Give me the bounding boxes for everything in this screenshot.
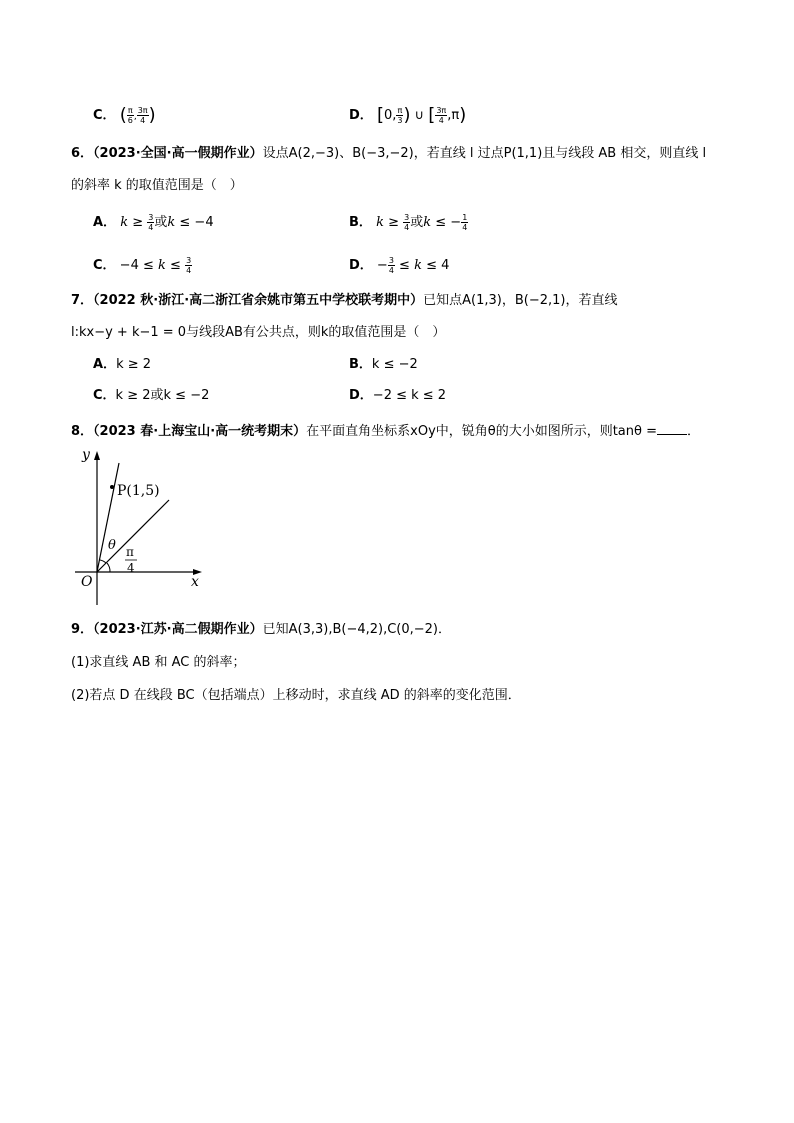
q6-stem-line1 bbox=[71, 145, 706, 163]
point-p bbox=[110, 485, 114, 489]
question-number: 8． bbox=[71, 424, 94, 439]
q6-option-a: A． k ≥ $\frac{3}{4}$ 或k ≤ −4 bbox=[93, 213, 214, 232]
q7-stem-line2: l:kx−y + k−1 = 0与线段AB有公共点，则k的取值范围是（ ） bbox=[71, 325, 446, 340]
q7-option-b bbox=[349, 356, 418, 374]
question-source: （2023·全国·高一假期作业） bbox=[93, 146, 263, 161]
q5-option-c: C． ( $\frac{\pi}{6}$ , $\frac{3\pi}{4}$ ) bbox=[93, 104, 156, 126]
option-text: k ≥ 2或k ≤ −2 bbox=[115, 388, 210, 403]
q7-option-c bbox=[93, 387, 209, 405]
option-label: B． bbox=[349, 215, 372, 230]
q6-option-d: D． − $\frac{3}{4}$ ≤ k ≤ 4 bbox=[349, 256, 450, 275]
q5-option-d: D． [0, $\frac{\pi}{3}$ ) ∪ [ $\frac{3\pi}{4}$ ,π) bbox=[349, 104, 467, 126]
angle-arc-pi4 bbox=[107, 563, 110, 572]
question-number: 7． bbox=[71, 293, 94, 308]
question-source: （2022 秋·浙江·高二浙江省余姚市第五中学校联考期中） bbox=[93, 293, 424, 308]
question-text: 设点A(2,−3)、B(−3,−2)，若直线 l 过点P(1,1)且与线段 AB 相交，则直线 l bbox=[262, 146, 707, 161]
question-number: 6． bbox=[71, 146, 94, 161]
option-label: C． bbox=[93, 258, 116, 273]
question-text: 在平面直角坐标系xOy中，锐角θ的大小如图所示，则tanθ = bbox=[306, 424, 657, 439]
q9-part2: (2)若点 D 在线段 BC（包括端点）上移动时，求直线 AD 的斜率的变化范围． bbox=[71, 688, 521, 703]
q9-part1: (1)求直线 AB 和 AC 的斜率； bbox=[71, 655, 246, 670]
q7-option-a bbox=[93, 356, 151, 374]
option-text: k ≥ 2 bbox=[116, 357, 152, 372]
q8-stem: 8．（2023 春·上海宝山·高一统考期末）在平面直角坐标系xOy中，锐角θ的大小如图所示，则tanθ = ． bbox=[71, 424, 701, 439]
question-source: （2023·江苏·高二假期作业） bbox=[93, 622, 263, 637]
question-text: 已知A(3,3),B(−4,2),C(0,−2)． bbox=[262, 622, 452, 637]
x-label: x bbox=[191, 574, 199, 590]
option-text: k ≤ −2 bbox=[371, 357, 418, 372]
q7-stem-line1 bbox=[71, 292, 617, 310]
q7-option-d bbox=[349, 387, 446, 405]
option-label: D． bbox=[349, 108, 373, 123]
theta-label: θ bbox=[108, 538, 116, 553]
q6-option-b: B． k ≥ $\frac{3}{4}$ 或k ≤ − $\frac{1}{4}$ bbox=[349, 213, 468, 232]
angle-arc-theta bbox=[100, 560, 106, 563]
ray-op bbox=[97, 463, 119, 572]
q9-stem bbox=[71, 621, 451, 639]
option-text: −2 ≤ k ≤ 2 bbox=[372, 388, 447, 403]
option-label: C． bbox=[93, 108, 116, 123]
question-number: 9． bbox=[71, 622, 94, 637]
option-label: C． bbox=[93, 388, 116, 403]
point-label: P(1,5) bbox=[117, 483, 160, 499]
answer-blank bbox=[657, 422, 687, 435]
q6-option-c: C． −4 ≤ k ≤ $\frac{3}{4}$ bbox=[93, 256, 192, 275]
option-label: A． bbox=[93, 215, 117, 230]
q6-stem-line2: 的斜率 k 的取值范围是（ ） bbox=[71, 178, 243, 193]
q8-figure bbox=[70, 448, 210, 608]
origin-label: O bbox=[81, 574, 93, 590]
option-label: B． bbox=[349, 357, 372, 372]
option-label: D． bbox=[349, 388, 373, 403]
question-source: （2023 春·上海宝山·高一统考期末） bbox=[93, 424, 307, 439]
option-label: D． bbox=[349, 258, 373, 273]
option-expr: ( bbox=[119, 104, 127, 126]
pi-label: π bbox=[126, 545, 134, 559]
four-label: 4 bbox=[127, 561, 135, 575]
question-text: 已知点A(1,3)，B(−2,1)，若直线 bbox=[423, 293, 618, 308]
y-axis-arrow bbox=[94, 451, 100, 460]
option-label: A． bbox=[93, 357, 117, 372]
y-label: y bbox=[82, 448, 90, 463]
